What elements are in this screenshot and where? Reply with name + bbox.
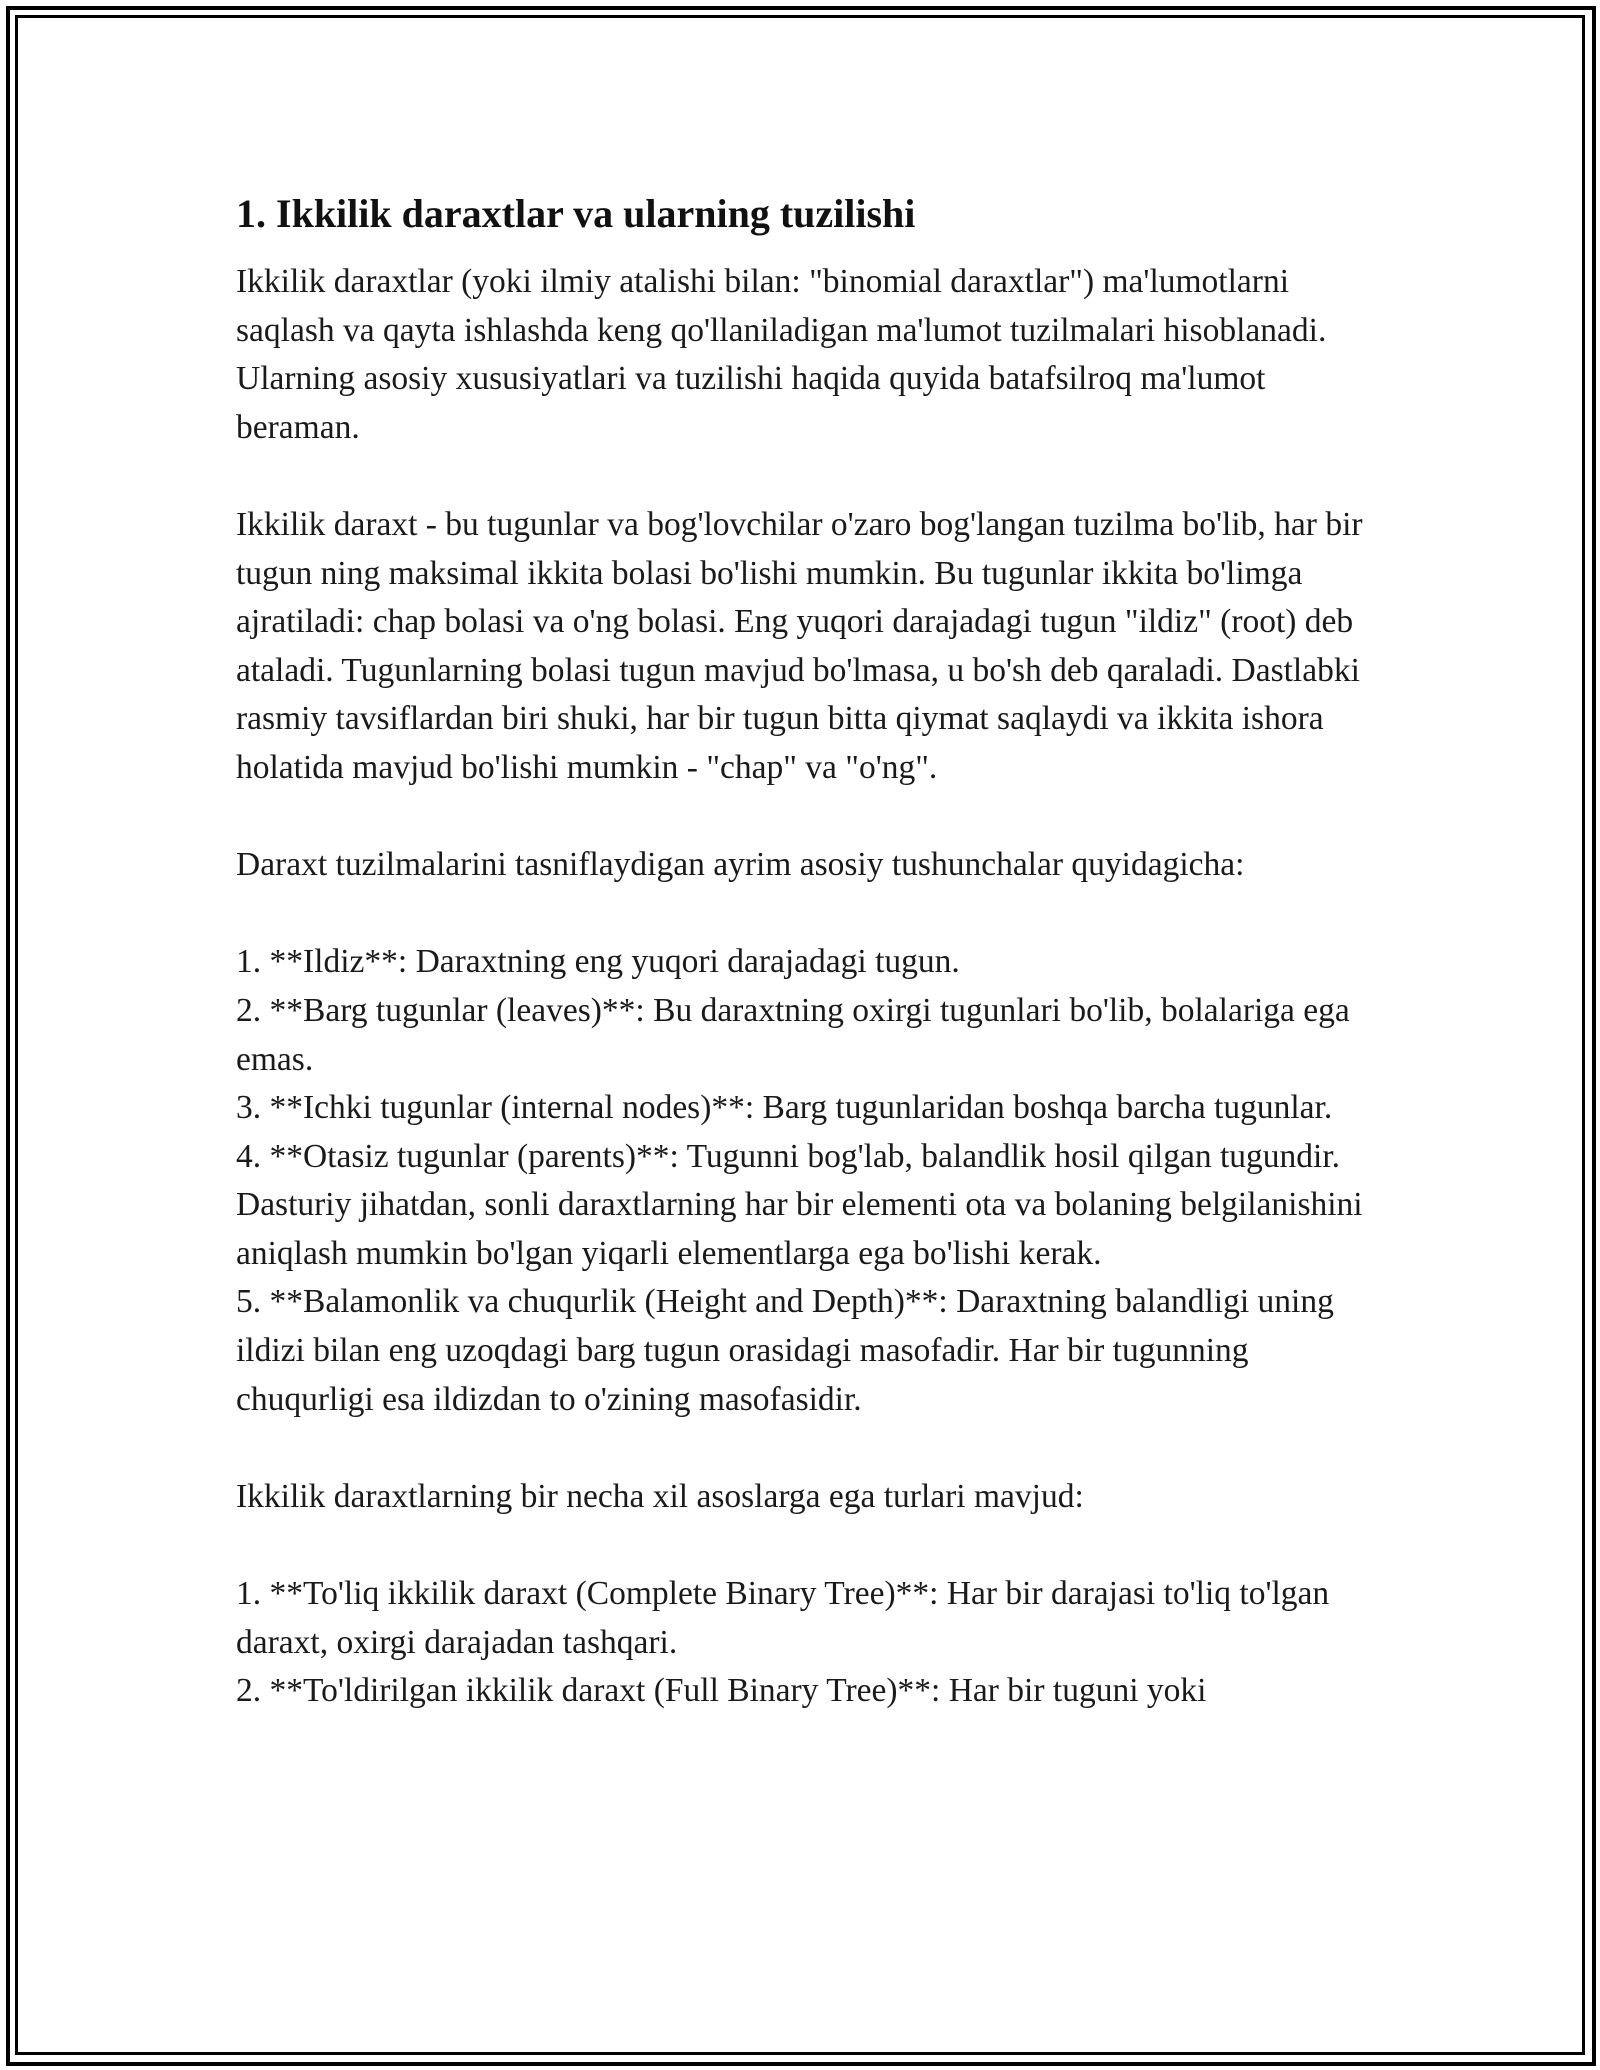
list-item: 2. **To'ldirilgan ikkilik daraxt (Full Binary Tree)**: Har bir tuguni yoki [236, 1672, 1207, 1710]
list-item: 4. **Otasiz tugunlar (parents)**: Tugunni bog'lab, balandlik hosil qilgan tugundir. Dasturiy jihatdan, sonli daraxtlarning har bir elementi ota va bolaning belgilanishini aniqlash mumkin bo'lgan yiqarli elementlarga ega bo'lishi kerak. [236, 1137, 1363, 1272]
types-list [236, 1570, 1386, 1716]
definition-paragraph: Ikkilik daraxt - bu tugunlar va bog'lovchilar o'zaro bog'langan tuzilma bo'lib, har bir tugun ning maksimal ikkita bolasi bo'lishi mumkin. Bu tugunlar ikkita bo'limga ajratiladi: chap bolasi va o'ng bolasi. Eng yuqori darajadagi tugun "ildiz" (root) deb ataladi. Tugunlarning bolasi tugun mavjud bo'lmasa, u bo'sh deb qaraladi. Dastlabki rasmiy tavsiflardan biri shuki, har bir tugun bitta qiymat saqlaydi va ikkita ishora holatida mavjud bo'lishi mumkin - "chap" va "o'ng". [236, 505, 1363, 786]
section-heading: 1. Ikkilik daraxtlar va ularning tuzilishi [236, 191, 916, 236]
concepts-list [236, 938, 1386, 1424]
list-item: 1. **To'liq ikkilik daraxt (Complete Binary Tree)**: Har bir darajasi to'liq to'lgan daraxt, oxirgi darajadan tashqari. [236, 1575, 1330, 1661]
types-intro: Ikkilik daraxtlarning bir necha xil asoslarga ega turlari mavjud: [236, 1477, 1084, 1515]
concepts-intro: Daraxt tuzilmalarini tasniflaydigan ayrim asosiy tushunchalar quyidagicha: [236, 846, 1245, 884]
intro-paragraph: Ikkilik daraxtlar (yoki ilmiy atalishi bilan: "binomial daraxtlar") ma'lumotlarni saqlash va qayta ishlashda keng qo'llaniladigan ma'lumot tuzilmalari hisoblanadi. Ularning asosiy xususiyatlari va tuzilishi haqida quyida batafsilroq ma'lumot beraman. [236, 263, 1327, 446]
list-item: 3. **Ichki tugunlar (internal nodes)**: Barg tugunlaridan boshqa barcha tugunlar. [236, 1089, 1333, 1127]
list-item: 2. **Barg tugunlar (leaves)**: Bu daraxtning oxirgi tugunlari bo'lib, bolalariga ega emas. [236, 991, 1350, 1078]
list-item: 1. **Ildiz**: Daraxtning eng yuqori darajadagi tugun. [236, 943, 960, 981]
document-body [236, 186, 1386, 1716]
list-item: 5. **Balamonlik va chuqurlik (Height and Depth)**: Daraxtning balandligi uning ildizi bilan eng uzoqdagi barg tugun orasidagi masofadir. Har bir tugunning chuqurligi esa ildizdan to o'zining masofasidir. [236, 1283, 1334, 1418]
